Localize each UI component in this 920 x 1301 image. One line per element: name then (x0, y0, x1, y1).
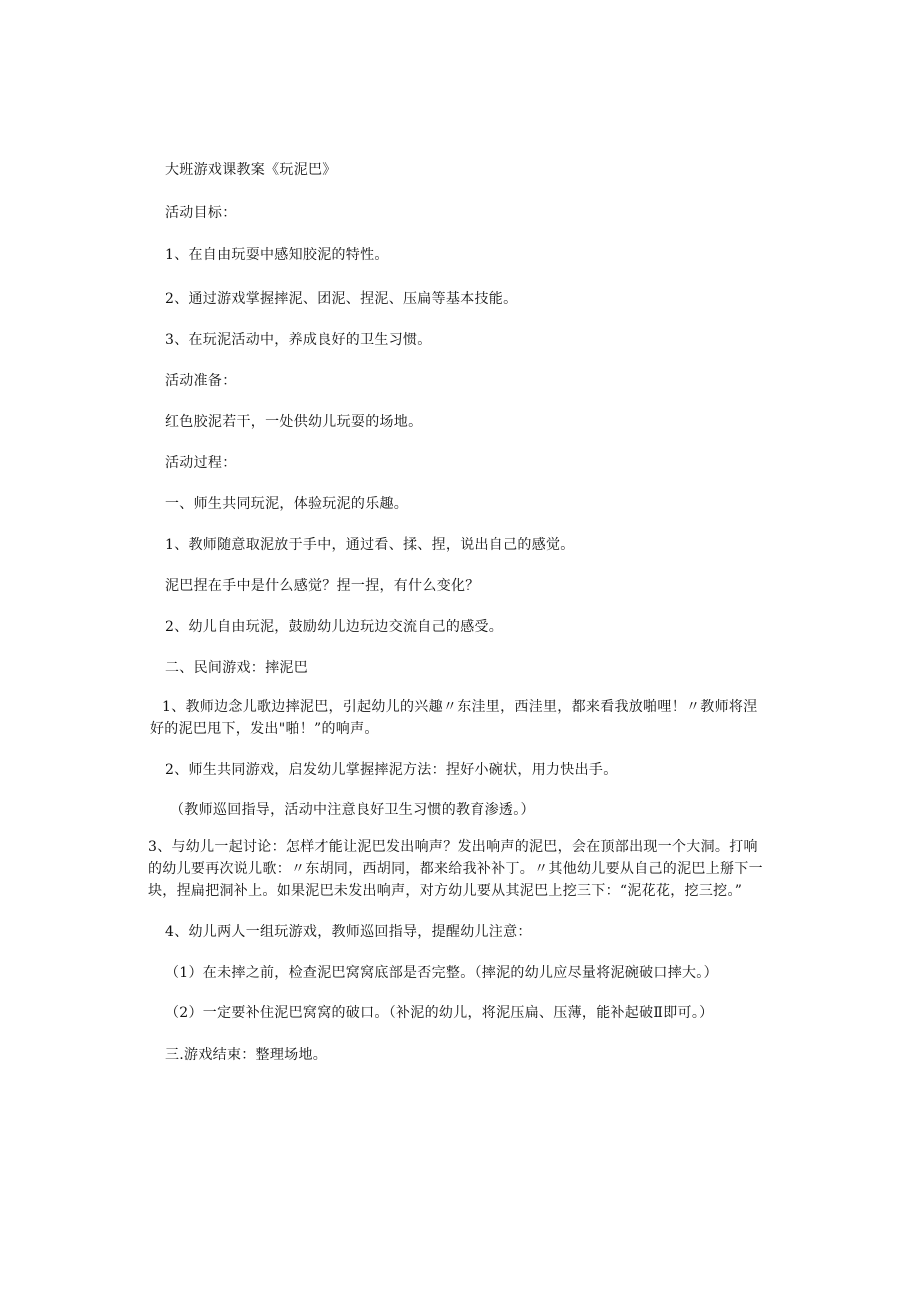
goal-item-2: 2、通过游戏掌握摔泥、团泥、捏泥、压扁等基本技能。 (165, 291, 518, 307)
goal-item-1: 1、在自由玩耍中感知胶泥的特性。 (165, 247, 389, 263)
section-1-item-2: 2、幼儿自由玩泥，鼓励幼儿边玩边交流自己的感受。 (165, 619, 504, 635)
section-2-item-3: 3、与幼儿一起讨论：怎样才能让泥巴发出响声？发出响声的泥巴，会在顶部出现一个大洞。打响的幼儿要再次说儿歌：〃东胡同，西胡同，都来给我补补丁。〃其他幼儿要从自己的泥巴上掰下一块，捏扁把洞补上。如果泥巴未发出响声，对方幼儿要从其泥巴上挖三下：“泥花花，挖三挖。” (148, 839, 763, 899)
section-heading-2: 二、民间游戏：摔泥巴 (165, 660, 308, 676)
section-2-item-2: 2、师生共同游戏，启发幼儿掌握摔泥方法：捏好小碗状，用力快出手。 (165, 762, 618, 778)
section-2-subitem-1: （1）在未摔之前，检查泥巴窝窝底部是否完整。（摔泥的幼儿应尽量将泥碗破口摔大。） (165, 965, 718, 981)
section-1-question: 泥巴捏在手中是什么感觉？捏一捏，有什么变化？ (165, 578, 480, 594)
process-heading: 活动过程： (165, 455, 237, 471)
goal-item-3: 3、在玩泥活动中，养成良好的卫生习惯。 (165, 332, 432, 348)
section-2-item-4: 4、幼儿两人一组玩游戏，教师巡回指导，提醒幼儿注意： (165, 924, 532, 940)
document-title: 大班游戏课教案《玩泥巴》 (165, 162, 337, 178)
prep-heading: 活动准备： (165, 373, 237, 389)
section-2-note: （教师巡回指导，活动中注意良好卫生习惯的教育渗透。） (170, 802, 535, 818)
prep-text: 红色胶泥若干，一处供幼儿玩耍的场地。 (165, 414, 423, 430)
section-2-subitem-2: （2）一定要补住泥巴窝窝的破口。（补泥的幼儿，将泥压扁、压薄，能补起破Ⅱ即可。） (165, 1005, 714, 1021)
section-heading-3: 三.游戏结束：整理场地。 (165, 1047, 328, 1063)
section-heading-1: 一、师生共同玩泥，体验玩泥的乐趣。 (165, 496, 409, 512)
goals-heading: 活动目标： (165, 205, 237, 221)
section-2-item-1: 1、教师边念儿歌边摔泥巴，引起幼儿的兴趣〃东洼里，西洼里，都来看我放啪哩！〃教师将涅好的泥巴甩下，发出"啪！”的响声。 (150, 699, 758, 737)
section-1-item-1: 1、教师随意取泥放于手中，通过看、揉、捏，说出自己的感觉。 (165, 537, 575, 553)
